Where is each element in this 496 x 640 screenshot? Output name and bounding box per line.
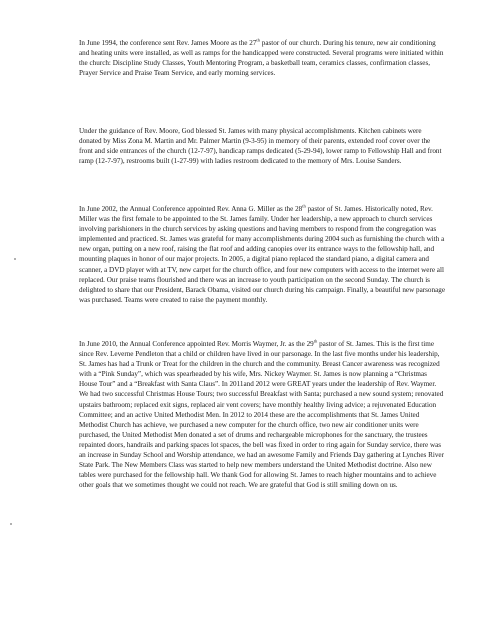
paragraph-text-segment: In June 2002, the Annual Conference appointed Rev. Anna G. Miller as the 28 [79,205,303,213]
paragraph-text-segment: In June 1994, the conference sent Rev. James Moore as the 27 [79,39,257,47]
paragraph-text-segment: pastor of St. James. This is the first time since Rev. Leverne Pendleton that a child or children have lived in our parsonage. In the last five months under his leadership, St. James has had a Trunk or Treat for the children in the church and the community. Breast Cancer awareness was recognized with a “Pink Sunday”, which was spearheaded by his wife, Mrs. Nickey Waymer. St. James is now planning a “Christmas House Tour” and a “Breakfast with Santa Claus”. In 2011and 2012 were GREAT years under the leadership of Rev. Waymer. We had two successful Christmas House Tours; two successful Breakfast with Santa; purchased a new sound system; renovated upstairs bathroom; replaced exit signs, replaced air vent covers; have monthly healthy living advice; a rejuvenated Education Committee; and an active United Methodist Men. In 2012 to 2014 these are the accomplishments that St. James United Methodist Church has achieve, we purchased a new computer for the church office, two new air conditioner units were purchased, the United Methodist Men donated a set of drums and rechargeable microphones for the sanctuary, the trustees repainted doors, handrails and parking spaces lot spaces, the bell was fixed in order to ring again for Sunday service, there was an increase in Sunday School and Worship attendance, we had an awesome Family and Friends Day gathering at Lynches River State Park. The New Members Class was started to help new members understand the United Methodist doctrine. Also new tables were purchased for the fellowship hall. We thank God for allowing St. James to reach higher mountains and to achieve other goals that we sometimes thought we could not reach. We are grateful that God is still smiling down on us. [79,340,444,490]
ordinal-suffix: th [302,203,306,209]
paragraph-moore-accomplishments [79,126,445,166]
paragraph-text-segment: In June 2010, the Annual Conference appointed Rev. Morris Waymer, Jr. as the 29 [79,340,314,348]
scan-speck [14,258,16,260]
paragraph-text [79,38,445,78]
paragraph-text [79,126,445,166]
paragraph-text [79,339,445,490]
paragraph-2002-miller [79,204,445,305]
paragraph-text-segment: pastor of our church. During his tenure, new air conditioning and heating units were installed, as well as ramps for the handicapped were constructed. Several programs were initiated within the church: Discipline Study Classes, Youth Mentoring Program, a basketball team, ceramics classes, confirmation classes, Prayer Service and Praise Team Service, and early morning services. [79,39,444,78]
scan-speck [10,523,12,525]
ordinal-suffix: th [313,338,318,344]
paragraph-1994-moore [79,38,445,78]
paragraph-text [79,204,445,305]
ordinal-suffix: th [256,37,260,43]
paragraph-text-segment: Under the guidance of Rev. Moore, God blessed St. James with many physical accomplishments. Kitchen cabinets were donated by Miss Zona M. Martin and Mr. Palmer Martin (9-3-95) in memory of their parents, extended roof cover over the front and side entrances of the church (12-7-97), handicap ramps dedicated (5-29-94), lower ramp to Fellowship Hall and front ramp (12-7-97), restrooms built (1-27-99) with ladies restroom dedicated to the memory of Mrs. Louise Sanders. [79,127,442,166]
paragraph-text-segment: pastor of St. James. Historically noted, Rev. Miller was the first female to be appointed to the St. James family. Under her leadership, a new approach to church services involving parishioners in the church services by asking questions and having members to respond from the congregation was implemented and practiced. St. James was grateful for many accomplishments during 2004 such as furnishing the church with a new organ, putting on a new roof, raising the flat roof and adding canopies over its entrance ways to the fellowship hall, and mounting plaques in honor of our major projects. In 2005, a digital piano replaced the standard piano, a digital camera and scanner, a DVD player with at TV, new carpet for the church office, and four new computers with access to the internet were all replaced. Our praise teams flourished and there was an increase to youth participation on the second Sunday. The church is delighted to share that our President, Barack Obama, visited our church during his campaign. Finally, a beautiful new parsonage was purchased. Teams were created to raise the payment monthly. [79,205,445,304]
paragraph-2010-waymer [79,339,445,490]
